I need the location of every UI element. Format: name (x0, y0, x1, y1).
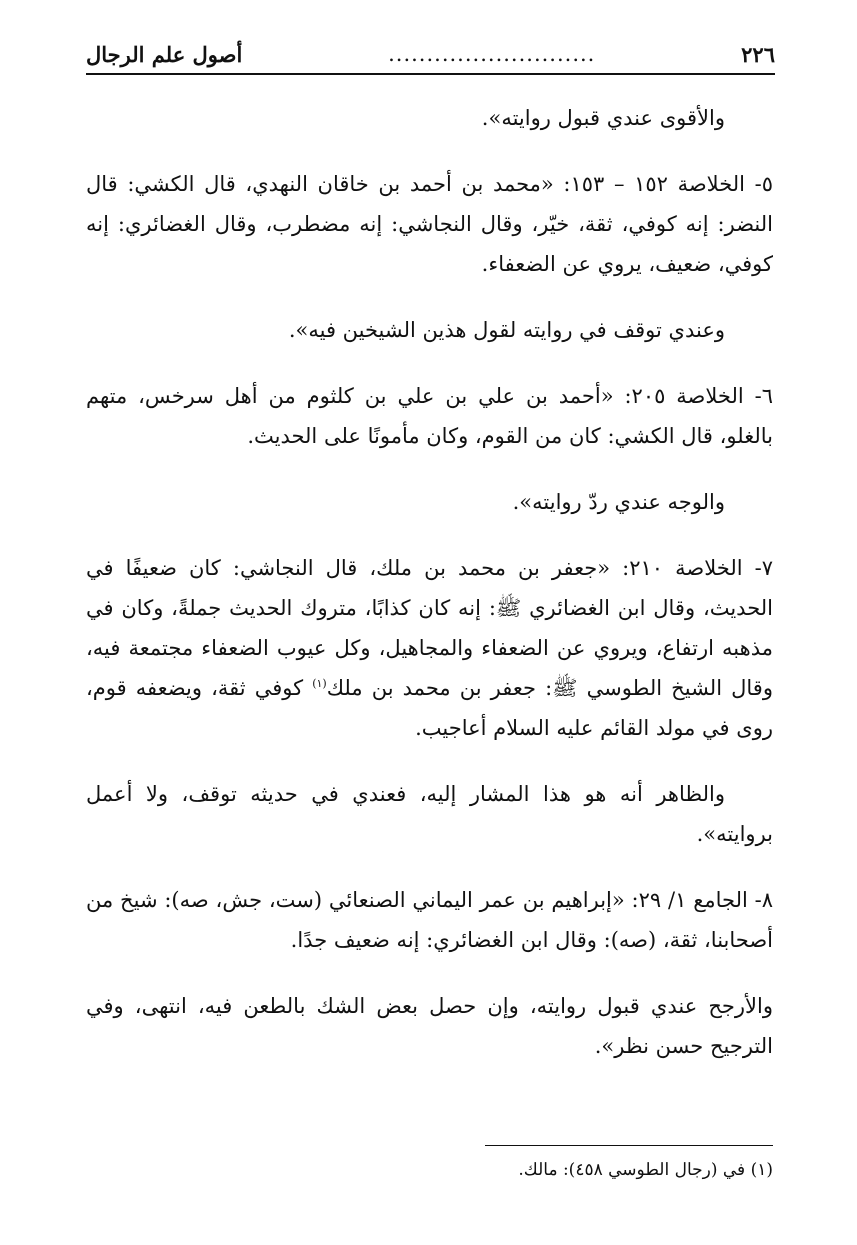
paragraph: ٦- الخلاصة ٢٠٥: «أحمد بن علي بن علي بن كلثوم من أهل سرخس، متهم بالغلو، قال الكشي: كان من القوم، وكان مأمونًا على الحديث. (86, 384, 774, 448)
paragraph: ٨- الجامع ١/ ٢٩: «إبراهيم بن عمر اليماني الصنعائي (ست، جش، صه): شيخ من أصحابنا، ثقة، (صه): وقال ابن الغضائري: إنه ضعيف جدًا. (86, 888, 774, 952)
paragraph: والوجه عندي ردّ روايته». (512, 490, 725, 514)
paragraph-text: ٧- الخلاصة ٢١٠: «جعفر بن محمد بن ملك، قال النجاشي: كان ضعيفًا في الحديث، وقال ابن الغضائري ﷺ: إنه كان كذابًا، متروك الحديث جملةً، وكان في مذهبه ارتفاع، ويروي عن الضعفاء والمجاهيل، وكل عيوب الضعفاء مجتمعة فيه، وقال الشيخ الطوسي ﷺ: جعفر بن محمد بن ملك (86, 556, 773, 700)
page-number: ٢٢٦ (741, 41, 775, 67)
paragraph: والأرجح عندي قبول روايته، وإن حصل بعض الشك بالطعن فيه، انتهى، وفي الترجيح حسن نظر». (86, 994, 773, 1058)
paragraph: ٥- الخلاصة ١٥٢ – ١٥٣: «محمد بن أحمد بن خاقان النهدي، قال الكشي: قال النضر: إنه كوفي، ثقة، خيّر، وقال النجاشي: إنه مضطرب، وقال الغضائري: إنه كوفي، ضعيف، يروي عن الضعفاء. (86, 172, 773, 276)
running-header (86, 36, 775, 72)
footnote-divider (485, 1145, 773, 1146)
footnote-reference: (١) (312, 677, 327, 690)
paragraph: والأقوى عندي قبول روايته». (481, 106, 725, 130)
paragraph: وعندي توقف في روايته لقول هذين الشيخين فيه». (288, 318, 725, 342)
header-divider (86, 73, 775, 75)
main-text (86, 98, 773, 1092)
paragraph-text: كوفي ثقة، ويضعفه قوم، روى في مولد القائم عليه السلام أعاجيب. (86, 676, 773, 740)
footnote: (١) في (رجال الطوسي ٤٥٨): مالك. (518, 1160, 773, 1180)
header-leader-dots: ........................... (388, 42, 596, 66)
paragraph-7 (86, 548, 773, 748)
book-title: أصول علم الرجال (86, 41, 243, 67)
paragraph: والظاهر أنه هو هذا المشار إليه، فعندي في حديثه توقف، ولا أعمل بروايته». (86, 782, 773, 846)
